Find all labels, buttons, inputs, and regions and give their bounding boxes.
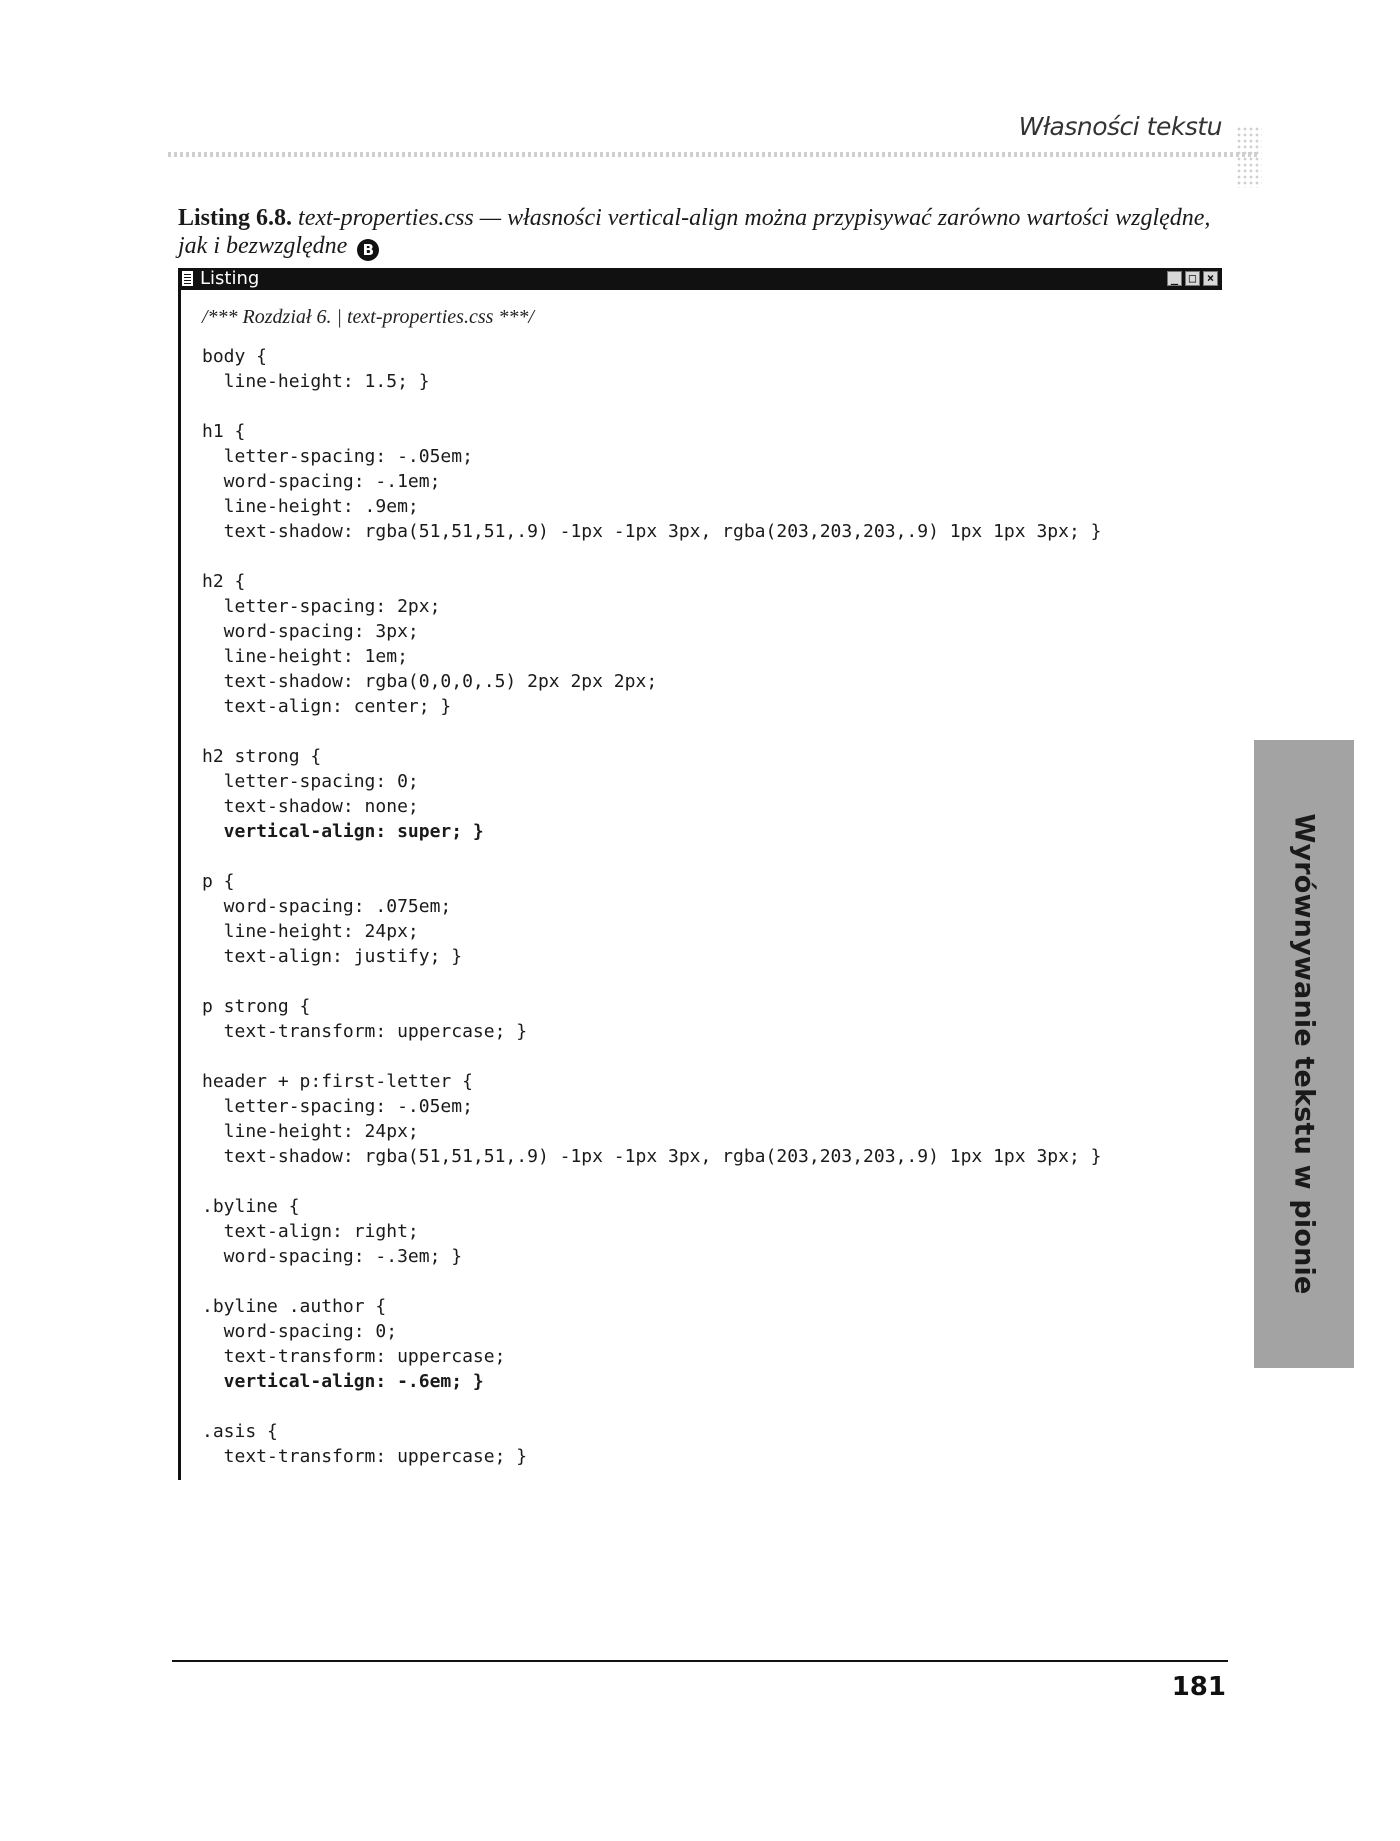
code-line (202, 544, 1101, 569)
code-line: p { (202, 871, 235, 892)
code-line: word-spacing: -.1em; (202, 471, 441, 492)
document-icon (182, 271, 193, 286)
code-line (202, 1394, 1101, 1419)
code-line: vertical-align: super; } (202, 821, 484, 842)
code-line: text-shadow: rgba(51,51,51,.9) -1px -1px 3px, rgba(203,203,203,.9) 1px 1px 3px; } (202, 1146, 1102, 1167)
code-line (202, 1269, 1101, 1294)
code-line: line-height: 24px; (202, 1121, 419, 1142)
code-line: word-spacing: -.3em; } (202, 1246, 463, 1267)
code-line (202, 394, 1101, 419)
code-line: text-transform: uppercase; } (202, 1021, 528, 1042)
code-line: text-transform: uppercase; (202, 1346, 506, 1367)
header-corner-ornament (1236, 126, 1262, 188)
minimize-icon: _ (1167, 271, 1182, 286)
code-line: line-height: 24px; (202, 921, 419, 942)
code-line: text-shadow: rgba(51,51,51,.9) -1px -1px 3px, rgba(203,203,203,.9) 1px 1px 3px; } (202, 521, 1102, 542)
running-head-title: Własności tekstu (1018, 112, 1222, 141)
code-line: text-shadow: none; (202, 796, 419, 817)
section-side-tab-label: Wyrównywanie tekstu w pionie (1288, 813, 1320, 1295)
code-line: text-align: justify; } (202, 946, 463, 967)
caption-label: Listing 6.8. (178, 205, 293, 231)
code-line (202, 1044, 1101, 1069)
code-comment: /*** Rozdział 6. | text-properties.css ***/ (202, 306, 534, 328)
close-icon: × (1203, 271, 1218, 286)
code-line: .byline { (202, 1196, 300, 1217)
page-number: 181 (1171, 1672, 1226, 1702)
code-line (202, 1169, 1101, 1194)
code-line: letter-spacing: -.05em; (202, 446, 473, 467)
code-line (202, 719, 1101, 744)
code-line (202, 844, 1101, 869)
caption-text: text-properties.css — własności vertical-align można przypisywać zarówno wartości względne, jak i bezwzględne (178, 205, 1211, 259)
code-line (202, 969, 1101, 994)
code-line: word-spacing: 3px; (202, 621, 419, 642)
code-line: .asis { (202, 1421, 278, 1442)
code-line: line-height: 1.5; } (202, 371, 430, 392)
listing-window-left-border (178, 290, 181, 1480)
footer-rule (172, 1660, 1228, 1662)
code-line: h2 strong { (202, 746, 322, 767)
code-line: word-spacing: 0; (202, 1321, 398, 1342)
callout-marker: B (357, 239, 379, 261)
code-line: text-transform: uppercase; } (202, 1446, 528, 1467)
listing-window-titlebar (178, 268, 1222, 290)
listing-caption (178, 204, 1218, 261)
section-side-tab (1254, 740, 1354, 1368)
code-line: body { (202, 346, 268, 367)
code-line: h2 { (202, 571, 246, 592)
header-dotted-rule (168, 152, 1260, 157)
code-line: .byline .author { (202, 1296, 387, 1317)
code-line: text-align: center; } (202, 696, 452, 717)
listing-window-title: Listing (200, 268, 260, 289)
code-line: line-height: 1em; (202, 646, 408, 667)
code-line: letter-spacing: 2px; (202, 596, 441, 617)
code-line: text-shadow: rgba(0,0,0,.5) 2px 2px 2px; (202, 671, 658, 692)
code-block (202, 344, 1101, 1469)
maximize-icon: □ (1185, 271, 1200, 286)
code-line: letter-spacing: 0; (202, 771, 419, 792)
code-line: h1 { (202, 421, 246, 442)
code-line: vertical-align: -.6em; } (202, 1371, 484, 1392)
code-line: p strong { (202, 996, 311, 1017)
code-line: text-align: right; (202, 1221, 419, 1242)
code-line: word-spacing: .075em; (202, 896, 452, 917)
code-line: header + p:first-letter { (202, 1071, 473, 1092)
code-line: letter-spacing: -.05em; (202, 1096, 473, 1117)
code-line: line-height: .9em; (202, 496, 419, 517)
